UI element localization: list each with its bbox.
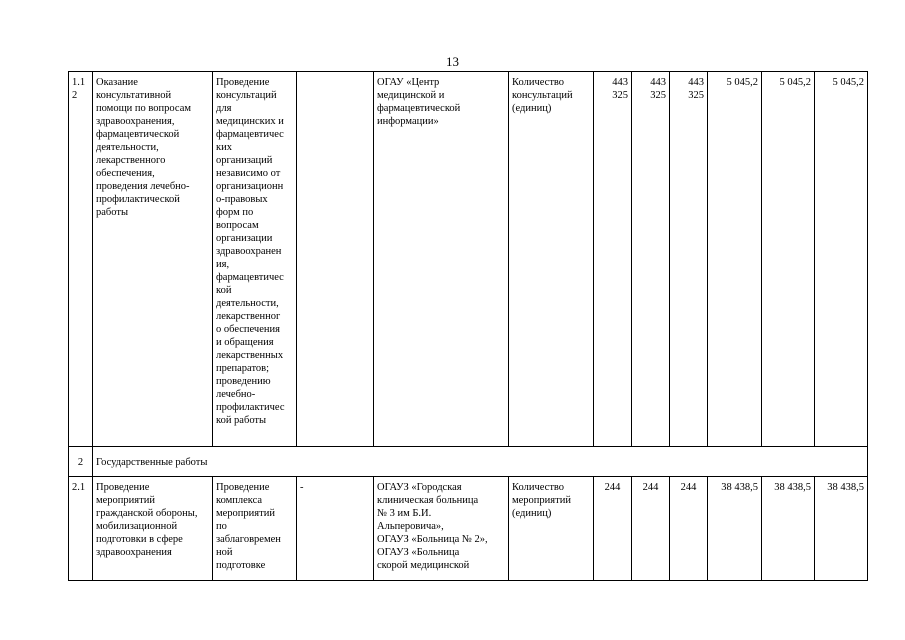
finance-year-1: 38 438,5 xyxy=(708,477,762,581)
row-number: 1.1 2 xyxy=(69,72,93,447)
value-year-3: 244 xyxy=(670,477,708,581)
finance-year-1: 5 045,2 xyxy=(708,72,762,447)
dash-cell: - xyxy=(297,477,374,581)
value-year-1: 244 xyxy=(594,477,632,581)
section-title: Государственные работы xyxy=(93,447,868,477)
program-table xyxy=(68,71,868,581)
organization: ОГАУЗ «Городская клиническая больница № 3 им Б.И. Альперовича», ОГАУЗ «Больница № 2», ОГАУЗ «Больница скорой медицинской xyxy=(374,477,509,581)
finance-year-3: 5 045,2 xyxy=(815,72,868,447)
value-year-2: 443 325 xyxy=(632,72,670,447)
organization: ОГАУ «Центр медицинской и фармацевтической информации» xyxy=(374,72,509,447)
row-number: 2.1 xyxy=(69,477,93,581)
event-name: Проведение мероприятий гражданской обороны, мобилизационной подготовки в сфере здравоохранения xyxy=(93,477,213,581)
indicator: Количество консультаций (единиц) xyxy=(509,72,594,447)
event-content: Проведение комплекса мероприятий по заблаговремен ной подготовке xyxy=(213,477,297,581)
page-number: 13 xyxy=(446,54,459,69)
event-content: Проведение консультаций для медицинских и фармацевтичес ких организаций независимо от организационн о-правовых форм по вопросам организации здравоохранен ия, фармацевтичес кой деятельности, лекарственног о обеспечения и обращения лекарственных препаратов; проведению лечебно- профилактичес кой работы xyxy=(213,72,297,447)
finance-year-3: 38 438,5 xyxy=(815,477,868,581)
event-name: Оказание консультативной помощи по вопросам здравоохранения, фармацевтической деятельности, лекарственного обеспечения, проведения лечебно- профилактической работы xyxy=(93,72,213,447)
empty-cell xyxy=(297,72,374,447)
section-number: 2 xyxy=(69,447,93,477)
finance-year-2: 5 045,2 xyxy=(762,72,815,447)
indicator: Количество мероприятий (единиц) xyxy=(509,477,594,581)
section-row xyxy=(69,447,868,477)
finance-year-2: 38 438,5 xyxy=(762,477,815,581)
value-year-1: 443 325 xyxy=(594,72,632,447)
table-row xyxy=(69,72,868,447)
table-row xyxy=(69,477,868,581)
value-year-2: 244 xyxy=(632,477,670,581)
value-year-3: 443 325 xyxy=(670,72,708,447)
